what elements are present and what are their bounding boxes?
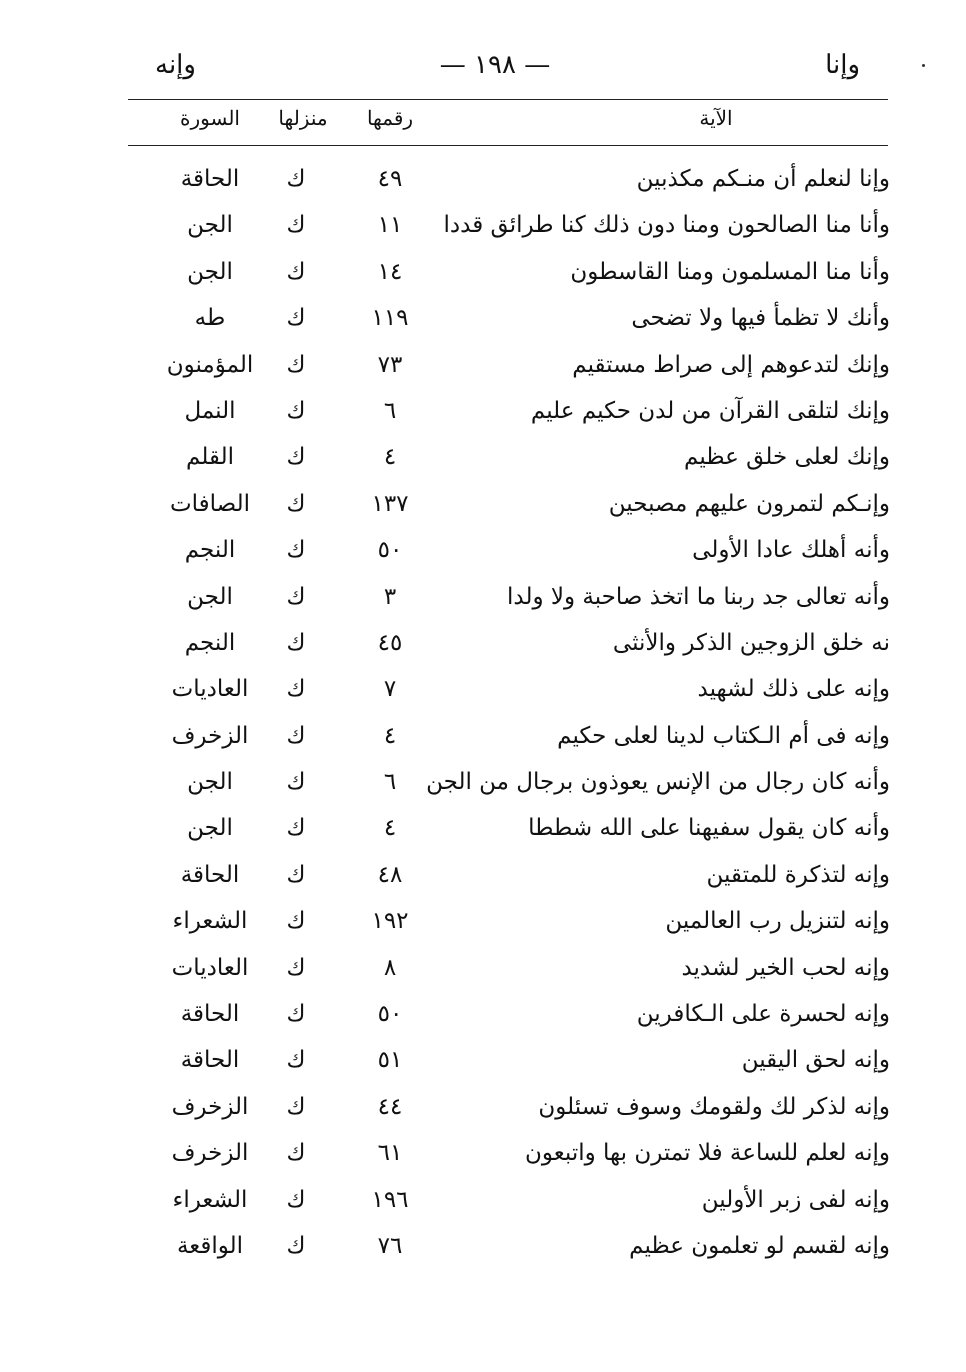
revelation-place: ك [286, 954, 306, 981]
surah-name: العاديات [171, 676, 249, 703]
revelation-place: ك [286, 1001, 306, 1028]
verse-text: وإنه لفى زبر الأولين [701, 1186, 890, 1213]
table-row [150, 299, 890, 345]
verse-number: ٥١ [377, 1047, 403, 1074]
print-speck [922, 64, 925, 67]
verse-number: ٤ [383, 444, 397, 471]
header-rule [128, 99, 888, 100]
surah-name: طه [194, 305, 226, 332]
surah-name: الزخرف [171, 1140, 249, 1167]
revelation-place: ك [286, 212, 306, 239]
verse-number: ٨ [383, 954, 397, 981]
verse-text: وأنك لا تظمأ فيها ولا تضحى [631, 305, 890, 332]
table-row [150, 578, 890, 624]
surah-name: الشعراء [172, 1186, 248, 1213]
surah-name: الواقعة [176, 1232, 244, 1259]
verse-text: وإنه لقسم لو تعلمون عظيم [629, 1232, 890, 1259]
revelation-place: ك [286, 1093, 306, 1120]
surah-name: الحاقة [180, 1001, 240, 1028]
revelation-place: ك [286, 1140, 306, 1167]
table-row [150, 438, 890, 484]
verse-number: ١٩٦ [371, 1186, 409, 1213]
table-row [150, 856, 890, 902]
verse-number: ١٩٢ [371, 908, 409, 935]
verse-number: ٤٥ [377, 629, 403, 656]
verse-number: ١١ [377, 212, 403, 239]
verse-text: وإنه على ذلك لشهيد [697, 676, 890, 703]
table-row [150, 206, 890, 252]
verse-text: وإنك لتدعوهم إلى صراط مستقيم [572, 351, 890, 378]
surah-name: القلم [186, 444, 234, 471]
verse-text: وأنه تعالى جد ربنا ما اتخذ صاحبة ولا ولدا [506, 583, 890, 610]
table-row [150, 1088, 890, 1134]
revelation-place: ك [286, 769, 306, 796]
header-last-word: وإنه [155, 50, 196, 80]
revelation-place: ك [286, 537, 306, 564]
surah-name: النمل [184, 397, 236, 424]
verse-text: وإنه لذكر لك ولقومك وسوف تسئلون [538, 1093, 890, 1120]
table-row [150, 160, 890, 206]
column-header-rule [128, 145, 888, 146]
revelation-place: ك [286, 397, 306, 424]
verse-text: وإنه لحب الخير لشديد [681, 954, 890, 981]
verse-number: ٥٠ [377, 537, 403, 564]
table-row [150, 1134, 890, 1180]
verse-text: وأنه كان رجال من الإنس يعوذون برجال من الجن [426, 769, 890, 796]
verse-number: ٧٣ [377, 351, 403, 378]
verse-text: وإنه لحق اليقين [741, 1047, 890, 1074]
revelation-place: ك [286, 583, 306, 610]
revelation-place: ك [286, 1047, 306, 1074]
verse-number: ٦ [383, 769, 397, 796]
revelation-place: ك [286, 351, 306, 378]
surah-name: الجن [187, 583, 233, 610]
revelation-place: ك [286, 908, 306, 935]
surah-name: الصافات [169, 490, 250, 517]
verse-number: ٣ [383, 583, 397, 610]
surah-name: الزخرف [171, 1093, 249, 1120]
verse-number: ٧ [383, 676, 397, 703]
column-header-number: رقمها [366, 106, 414, 130]
table-row [150, 949, 890, 995]
verse-text: وإنه لعلم للساعة فلا تمترن بها واتبعون [525, 1140, 890, 1167]
revelation-place: ك [286, 166, 306, 192]
column-header-verse: الآية [699, 106, 733, 130]
verse-text: وأنا منا الصالحون ومنا دون ذلك كنا طرائق قددا [443, 212, 890, 239]
table-row [150, 763, 890, 809]
revelation-place: ك [286, 629, 306, 656]
table-row [150, 485, 890, 531]
revelation-place: ك [286, 305, 306, 332]
verse-text: وإنا لنعلم أن منـكم مكذبين [636, 166, 890, 192]
page-number: — ١٩٨ — [439, 50, 551, 80]
revelation-place: ك [286, 1232, 306, 1259]
verse-number: ٧٦ [377, 1232, 403, 1259]
surah-name: الزخرف [171, 722, 249, 749]
surah-name: الحاقة [180, 1047, 240, 1074]
verse-text: وإنك لتلقى القرآن من لدن حكيم عليم [530, 397, 890, 424]
surah-name: الحاقة [180, 166, 240, 192]
revelation-place: ك [286, 722, 306, 749]
verse-index-table [150, 160, 890, 1273]
table-row [150, 995, 890, 1041]
verse-text: وإنه لتنزيل رب العالمين [665, 908, 890, 935]
revelation-place: ك [286, 1186, 306, 1213]
revelation-place: ك [286, 258, 306, 285]
table-row [150, 717, 890, 763]
verse-number: ٤٨ [377, 861, 403, 888]
column-header-surah: السورة [180, 106, 240, 130]
revelation-place: ك [286, 676, 306, 703]
revelation-place: ك [286, 490, 306, 517]
verse-text: وأنا منا المسلمون ومنا القاسطون [570, 258, 890, 285]
verse-text: وإنك لعلى خلق عظيم [684, 444, 890, 471]
table-row [150, 392, 890, 438]
surah-name: الشعراء [172, 908, 248, 935]
table-row [150, 253, 890, 299]
table-row [150, 624, 890, 670]
surah-name: الحاقة [180, 861, 240, 888]
verse-text: وإنه فى أم الـكتاب لدينا لعلى حكيم [557, 722, 890, 749]
table-row [150, 346, 890, 392]
verse-text: وأنه كان يقول سفيهنا على الله شططا [528, 815, 890, 842]
surah-name: النجم [184, 629, 236, 656]
running-header [130, 50, 860, 90]
surah-name: النجم [184, 537, 236, 564]
verse-number: ٥٠ [377, 1001, 403, 1028]
verse-number: ٦ [383, 397, 397, 424]
verse-number: ١٣٧ [371, 490, 409, 517]
table-row [150, 670, 890, 716]
surah-name: المؤمنون [166, 351, 254, 378]
table-row [150, 902, 890, 948]
verse-number: ١١٩ [371, 305, 409, 332]
verse-text: وإنه لتذكرة للمتقين [706, 861, 890, 888]
verse-number: ٤٤ [377, 1093, 403, 1120]
verse-text: نه خلق الزوجين الذكر والأنثى [612, 629, 890, 656]
revelation-place: ك [286, 861, 306, 888]
verse-number: ٤٩ [377, 166, 403, 192]
surah-name: الجن [187, 258, 233, 285]
verse-text: وإنـكم لتمرون عليهم مصبحين [608, 490, 890, 517]
revelation-place: ك [286, 444, 306, 471]
header-first-word: وإنا [825, 50, 860, 80]
verse-number: ٤ [383, 815, 397, 842]
column-header-place: منزلها [278, 106, 328, 130]
revelation-place: ك [286, 815, 306, 842]
table-row [150, 1041, 890, 1087]
verse-text: وإنه لحسرة على الـكافرين [636, 1001, 890, 1028]
surah-name: العاديات [171, 954, 249, 981]
surah-name: الجن [187, 769, 233, 796]
verse-number: ١٤ [377, 258, 403, 285]
table-row [150, 1181, 890, 1227]
table-row [150, 809, 890, 855]
surah-name: الجن [187, 815, 233, 842]
verse-number: ٤ [383, 722, 397, 749]
table-row [150, 1227, 890, 1273]
verse-text: وأنه أهلك عادا الأولى [692, 537, 890, 564]
verse-number: ٦١ [377, 1140, 403, 1167]
surah-name: الجن [187, 212, 233, 239]
table-row [150, 531, 890, 577]
